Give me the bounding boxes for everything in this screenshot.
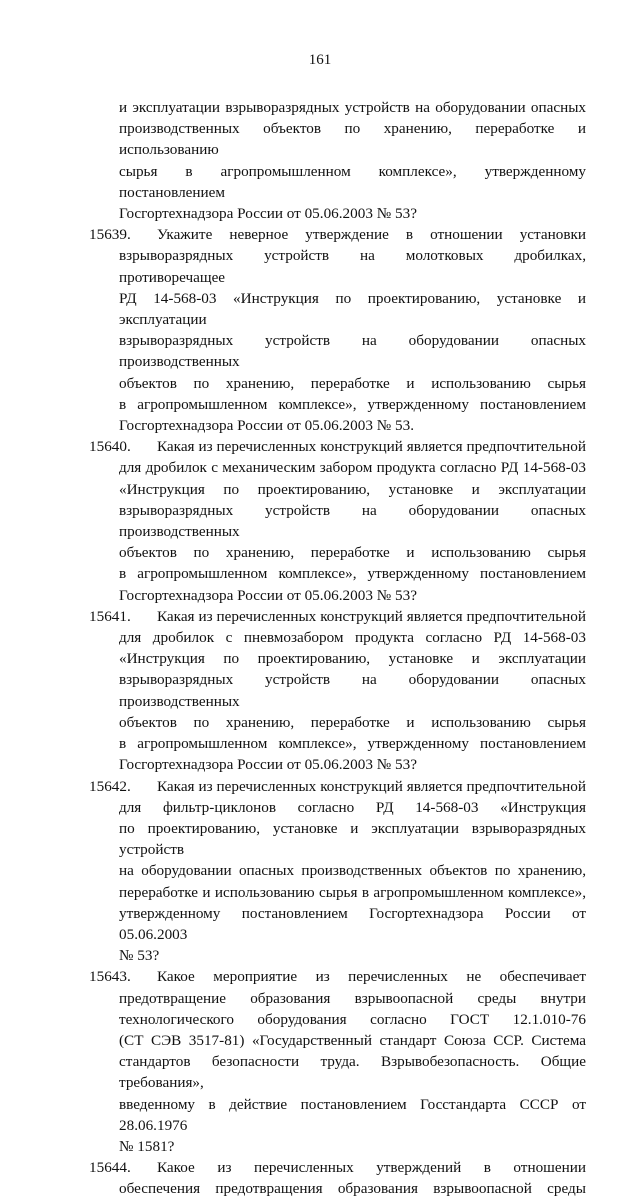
text-line: Госгортехнадзора России от 05.06.2003 № 53?	[119, 756, 417, 774]
text-line: взрывоpазрядных устройств на молотковых дробилках, противоречащее	[119, 247, 586, 286]
text-line: технологического оборудования согласно ГОСТ 12.1.010-76	[119, 1010, 586, 1028]
text-line: по проектированию, установке и эксплуатации взрывоpазрядных устройств	[119, 819, 586, 859]
question-number: 15644.	[89, 1159, 131, 1177]
text-line: производственных объектов по хранению, переработке и использованию	[119, 120, 586, 159]
text-line: в агропромышленном комплексе», утвержденному постановлением	[119, 735, 586, 753]
text-line: Госгортехнадзора России от 05.06.2003 № 53?	[119, 586, 417, 604]
text-line: для дробилок с пневмозабором продукта согласно РД 14-568-03	[119, 629, 586, 647]
text-line: обеспечения предотвращения образования взрывоопасной среды	[119, 1180, 586, 1198]
question-number: 15639.	[89, 226, 131, 244]
lead-paragraph	[104, 97, 586, 224]
text-line: № 53?	[119, 947, 160, 965]
text-line: Какая из перечисленных конструкций является предпочтительной	[157, 777, 586, 795]
text-line: Какая из перечисленных конструкций является предпочтительной	[157, 607, 586, 625]
text-line: для дробилок с механическим забором продукта согласно РД 14-568-03	[119, 459, 586, 477]
question-item	[89, 776, 586, 967]
text-line: введенному в действие постановлением Госстандарта СССР от 28.06.1976	[119, 1095, 586, 1134]
text-line: «Инструкция по проектированию, установке и эксплуатации	[119, 650, 586, 668]
page-number: 161	[308, 52, 332, 68]
text-line: РД 14-568-03 «Инструкция по проектированию, установке и эксплуатации	[119, 289, 586, 329]
text-line: Укажите неверное утверждение в отношении установки	[157, 226, 586, 244]
text-line: переработке и использованию сырья в агропромышленном комплексе»,	[119, 883, 586, 901]
text-line: в агропромышленном комплексе», утвержденному постановлением	[119, 565, 586, 583]
text-line: взрывоpазрядных устройств на оборудовании опасных производственных	[119, 671, 586, 710]
text-line: и эксплуатации взрывоpазрядных устройств на оборудовании опасных	[119, 99, 586, 116]
text-line: Какое из перечисленных утверждений в отношении	[157, 1159, 586, 1177]
text-line: (СТ СЭВ 3517-81) «Государственный стандарт Союза ССР. Система	[119, 1031, 586, 1049]
text-line: № 1581?	[119, 1137, 175, 1155]
text-line: Какая из перечисленных конструкций является предпочтительной	[157, 438, 586, 456]
text-line: в агропромышленном комплексе», утвержденному постановлением	[119, 395, 586, 413]
question-number: 15643.	[89, 968, 131, 986]
question-item	[89, 224, 586, 436]
text-line: взрывоpазрядных устройств на оборудовании опасных производственных	[119, 501, 586, 541]
text-line: предотвращение образования взрывоопасной среды внутри	[119, 989, 586, 1007]
text-line: объектов по хранению, переработке и использованию сырья	[119, 713, 586, 731]
text-line: взрывоpазрядных устройств на оборудовании опасных производственных	[119, 332, 586, 371]
text-line: утвержденному постановлением Госгортехнадзора России от 05.06.2003	[119, 904, 586, 943]
question-item	[89, 436, 586, 606]
page-content	[89, 97, 586, 1200]
question-item	[89, 966, 586, 1157]
question-item	[89, 1157, 586, 1199]
text-line: «Инструкция по проектированию, установке и эксплуатации	[119, 480, 586, 498]
question-item	[89, 606, 586, 776]
text-line: Какое мероприятие из перечисленных не обеспечивает	[157, 968, 586, 986]
text-line: на оборудовании опасных производственных объектов по хранению,	[119, 862, 586, 880]
question-number: 15641.	[89, 607, 131, 625]
text-line: стандартов безопасности труда. Взрывобезопасность. Общие требования»,	[119, 1053, 586, 1092]
text-line: сырья в агропромышленном комплексе», утвержденному постановлением	[119, 162, 586, 201]
text-line: объектов по хранению, переработке и использованию сырья	[119, 374, 586, 392]
text-line: Госгортехнадзора России от 05.06.2003 № 53.	[119, 417, 414, 435]
question-number: 15642.	[89, 777, 131, 795]
text-line: для фильтр-циклонов согласно РД 14-568-03 «Инструкция	[119, 798, 586, 816]
text-line: объектов по хранению, переработке и использованию сырья	[119, 544, 586, 562]
question-number: 15640.	[89, 438, 131, 456]
text-line: Госгортехнадзора России от 05.06.2003 № 53?	[119, 205, 417, 223]
